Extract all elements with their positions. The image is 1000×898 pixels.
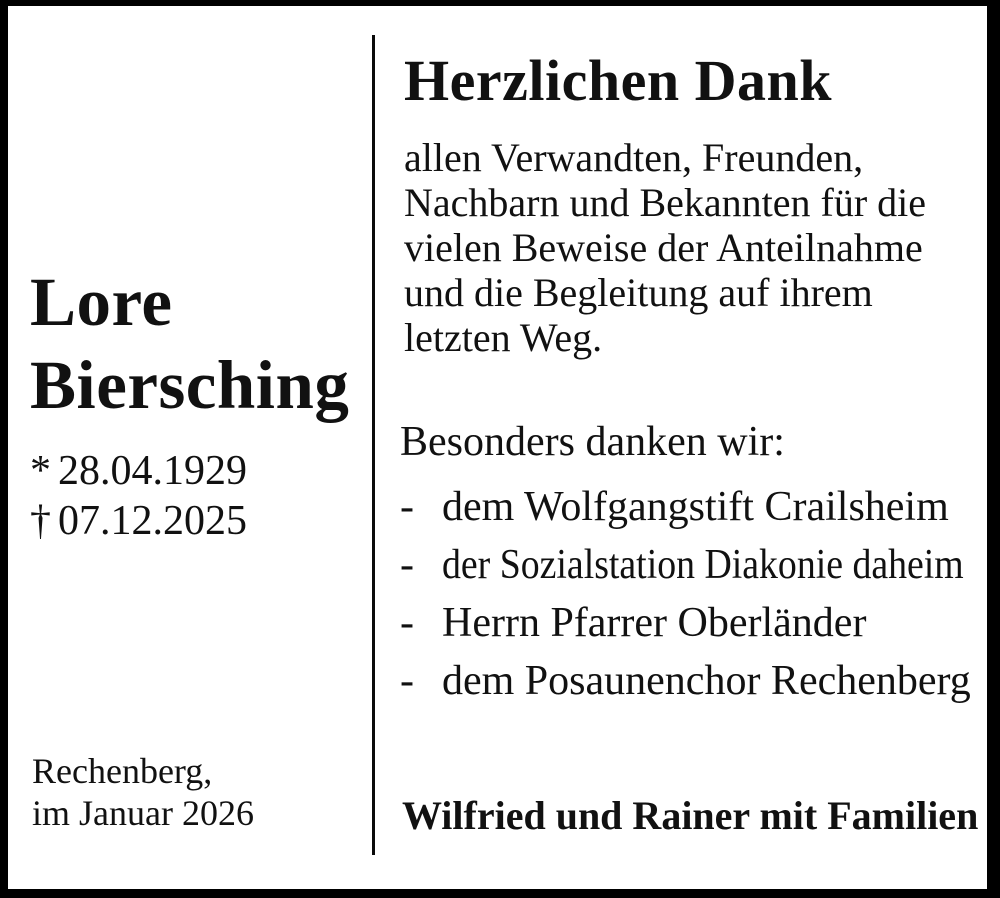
deceased-last-name: Biersching	[30, 347, 350, 423]
family-signature: Wilfried und Rainer mit Familien	[402, 793, 979, 838]
dash-bullet: -	[400, 484, 414, 530]
list-item	[400, 594, 1000, 652]
deceased-name	[30, 261, 360, 427]
life-dates	[30, 446, 247, 546]
headline: Herzlichen Dank	[404, 48, 832, 113]
birth-date-line	[30, 446, 247, 496]
dash-bullet: -	[400, 600, 414, 646]
special-thanks-list	[400, 478, 1000, 710]
column-divider-rule	[372, 35, 375, 855]
death-date-line	[30, 496, 247, 546]
list-item-text: Herrn Pfarrer Oberländer	[442, 600, 867, 646]
dash-bullet: -	[400, 542, 414, 588]
list-item	[400, 478, 1000, 536]
special-thanks-intro: Besonders danken wir:	[400, 419, 785, 465]
list-item	[400, 536, 1000, 594]
death-date: 07.12.2025	[58, 498, 247, 544]
place-line: Rechenberg,	[32, 751, 213, 791]
thanks-paragraph-line: letzten Weg.	[404, 315, 603, 360]
thanks-paragraph-line: und die Begleitung auf ihrem	[404, 270, 873, 315]
birth-star-symbol: *	[30, 448, 51, 494]
thanks-paragraph-line: Nachbarn und Bekannten für die	[404, 180, 927, 225]
month-year-line: im Januar 2026	[32, 793, 254, 833]
dash-bullet: -	[400, 658, 414, 704]
place-and-date	[32, 750, 254, 834]
list-item	[400, 652, 1000, 710]
thanks-paragraph-line: allen Verwandten, Freunden,	[404, 135, 864, 180]
thanks-paragraph-line: vielen Beweise der Anteilnahme	[404, 225, 923, 270]
list-item-text: dem Wolfgangstift Crailsheim	[442, 484, 949, 530]
death-cross-symbol: †	[30, 498, 51, 544]
list-item-text: dem Posaunenchor Rechenberg	[442, 658, 971, 704]
birth-date: 28.04.1929	[58, 448, 247, 494]
thanks-paragraph	[404, 135, 926, 360]
list-item-text: der Sozialstation Diakonie daheim	[442, 542, 964, 588]
deceased-first-name: Lore	[30, 264, 173, 340]
